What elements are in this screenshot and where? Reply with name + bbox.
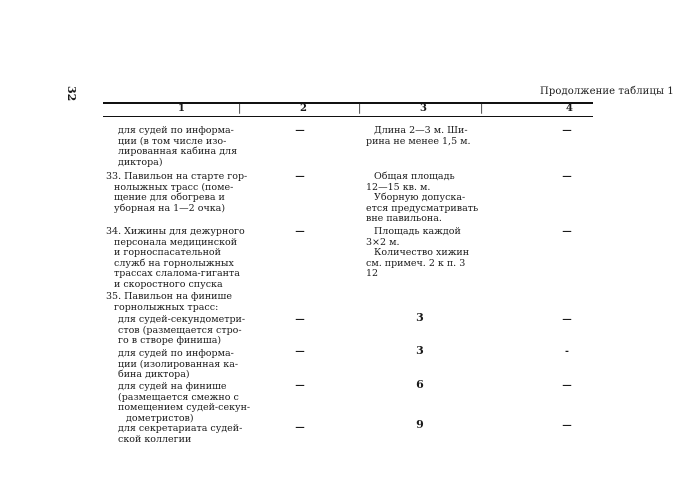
header-rule-bottom <box>103 116 593 117</box>
col-header-3: 3 <box>420 103 427 114</box>
line: служб на горнолыжных <box>114 257 234 269</box>
line: щение для обогрева и <box>114 192 225 203</box>
line: 34. Хижины для дежурного <box>106 226 245 237</box>
line: ции (в том числе изо- <box>118 135 227 147</box>
table-continuation-label: Продолжение таблицы 1 <box>540 86 674 97</box>
col2-value: — <box>295 314 305 325</box>
line: и скоростного спуска <box>114 278 223 290</box>
line: лированная кабина для <box>118 146 238 157</box>
line: Уборную допуска- <box>374 192 466 203</box>
line: 3×2 м. <box>366 236 400 248</box>
line: го в створе финиша) <box>118 335 222 346</box>
col3-value <box>366 172 486 225</box>
col-separator-2: | <box>358 103 362 114</box>
line: ется предусматривать <box>366 202 479 214</box>
col2-value: — <box>295 125 305 136</box>
col3-value: 6 <box>416 378 424 391</box>
col-separator-1: | <box>238 103 242 114</box>
col3-value: 9 <box>416 418 424 431</box>
line: трассах слалома-гиганта <box>114 268 240 279</box>
line: и горноспасательной <box>114 247 221 258</box>
col2-value: — <box>295 171 305 182</box>
row-description <box>118 126 256 168</box>
line: (размещается смежно с <box>118 391 239 403</box>
line: Длина 2—3 м. Ши- <box>374 125 468 136</box>
row-description <box>118 349 256 381</box>
line: ции (изолированная ка- <box>118 358 239 370</box>
line: вне павильона. <box>366 213 442 224</box>
line: Количество хижин <box>374 247 470 258</box>
row-description <box>106 227 256 290</box>
header-rule-top <box>103 102 593 104</box>
line: 35. Павильон на финише <box>106 291 232 302</box>
line: уборная на 1—2 очка) <box>114 202 226 214</box>
line: рина не менее 1,5 м. <box>366 135 471 147</box>
col4-value: — <box>562 125 572 136</box>
line: дометристов) <box>126 412 194 424</box>
col2-value: — <box>295 422 305 433</box>
row-description <box>118 315 256 347</box>
col2-value: — <box>295 380 305 391</box>
page-number: 32 <box>65 86 78 102</box>
col3-value <box>366 126 486 147</box>
col2-value: — <box>295 346 305 357</box>
col4-value: — <box>562 171 572 182</box>
row-description <box>118 424 256 445</box>
line: для судей по информа- <box>118 125 234 136</box>
line: бина диктора) <box>118 369 190 380</box>
col4-value: — <box>562 420 572 431</box>
col-separator-3: | <box>480 103 484 114</box>
col3-value: 3 <box>416 311 424 324</box>
line: стов (размещается стро- <box>118 324 242 336</box>
line: диктора) <box>118 156 163 168</box>
row-description <box>106 172 256 214</box>
col3-value <box>366 227 486 280</box>
row-description <box>106 292 256 313</box>
line: нолыжных трасс (поме- <box>114 181 234 193</box>
line: для судей-секундометри- <box>118 314 246 325</box>
line: для судей по информа- <box>118 348 234 359</box>
line: горнолыжных трасс: <box>114 301 219 313</box>
line: 12—15 кв. м. <box>366 181 431 193</box>
line: персонала медицинской <box>114 236 238 248</box>
line: Площадь каждой <box>374 226 461 237</box>
line: 33. Павильон на старте гор- <box>106 171 248 182</box>
col-header-1: 1 <box>178 103 185 114</box>
col4-value: — <box>562 380 572 391</box>
col-header-4: 4 <box>566 103 573 114</box>
row-description <box>118 382 256 424</box>
col3-value: 3 <box>416 344 424 357</box>
col4-value: — <box>562 314 572 325</box>
line: помещением судей-секун- <box>118 402 251 413</box>
line: для секретариата судей- <box>118 423 243 434</box>
line: см. примеч. 2 к п. 3 <box>366 257 466 269</box>
line: Общая площадь <box>374 171 455 182</box>
col4-value: - <box>565 346 569 357</box>
col-header-2: 2 <box>300 103 307 114</box>
col2-value: — <box>295 226 305 237</box>
line: ской коллегии <box>118 433 192 445</box>
line: для судей на финише <box>118 381 227 392</box>
line: 12 <box>366 268 379 279</box>
col4-value: — <box>562 226 572 237</box>
